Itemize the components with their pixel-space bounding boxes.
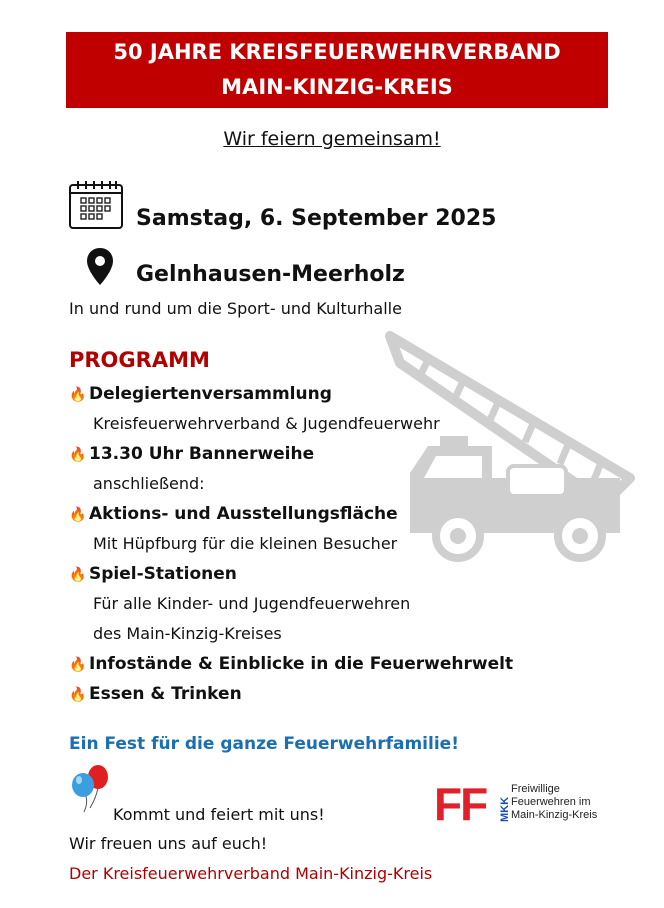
logo-line: Freiwillige (511, 783, 560, 795)
program-item: 🔥 Delegiertenversammlung (69, 384, 332, 404)
flame-icon: 🔥 (69, 387, 87, 403)
flame-icon: 🔥 (69, 567, 87, 583)
map-pin-icon (86, 247, 114, 287)
event-place: Gelnhausen-Meerholz (136, 262, 405, 287)
program-item: 🔥 Aktions- und Ausstellungsfläche (69, 504, 398, 524)
program-title: PROGRAMM (69, 348, 210, 372)
balloons-icon (66, 764, 112, 814)
calendar-icon (68, 180, 124, 230)
flame-icon: 🔥 (69, 507, 87, 523)
fire-truck-icon (380, 328, 646, 568)
invite-text: Kommt und feiert mit uns! (113, 805, 325, 824)
subtitle: Wir feiern gemeinsam! (223, 128, 441, 150)
logo-text (511, 783, 597, 822)
signature: Der Kreisfeuerwehrverband Main-Kinzig-Kreis (69, 864, 433, 883)
logo-vertical: MKK (499, 796, 511, 822)
flame-icon: 🔥 (69, 447, 87, 463)
tagline: Ein Fest für die ganze Feuerwehrfamilie! (69, 734, 459, 754)
program-item: 🔥 Infostände & Einblicke in die Feuerwehrwelt (69, 654, 514, 674)
logo-line: Main-Kinzig-Kreis (511, 809, 598, 821)
logo-line: Feuerwehren im (511, 796, 591, 808)
program-item-detail: Für alle Kinder- und Jugendfeuerwehren (93, 594, 411, 613)
banner-line-2: MAIN-KINZIG-KREIS (221, 75, 453, 99)
looking-forward-text: Wir freuen uns auf euch! (69, 834, 268, 853)
program-item: 🔥 Spiel-Stationen (69, 564, 237, 584)
banner-line-1: 50 JAHRE KREISFEUERWEHRVERBAND (113, 40, 561, 64)
program-item-detail: Kreisfeuerwehrverband & Jugendfeuerwehr (93, 414, 440, 433)
event-venue: In und rund um die Sport- und Kulturhalle (69, 299, 402, 318)
flame-icon: 🔥 (69, 687, 87, 703)
mkk-fire-brigade-logo (434, 780, 512, 826)
flame-icon: 🔥 (69, 657, 87, 673)
program-item-detail: des Main-Kinzig-Kreises (93, 624, 282, 643)
logo-letters: FF (434, 780, 487, 826)
program-item-detail: anschließend: (93, 474, 205, 493)
program-item: 🔥 Essen & Trinken (69, 684, 242, 704)
title-banner (66, 32, 608, 108)
program-item-detail: Mit Hüpfburg für die kleinen Besucher (93, 534, 398, 553)
program-item: 🔥 13.30 Uhr Bannerweihe (69, 444, 315, 464)
event-date: Samstag, 6. September 2025 (136, 206, 497, 231)
